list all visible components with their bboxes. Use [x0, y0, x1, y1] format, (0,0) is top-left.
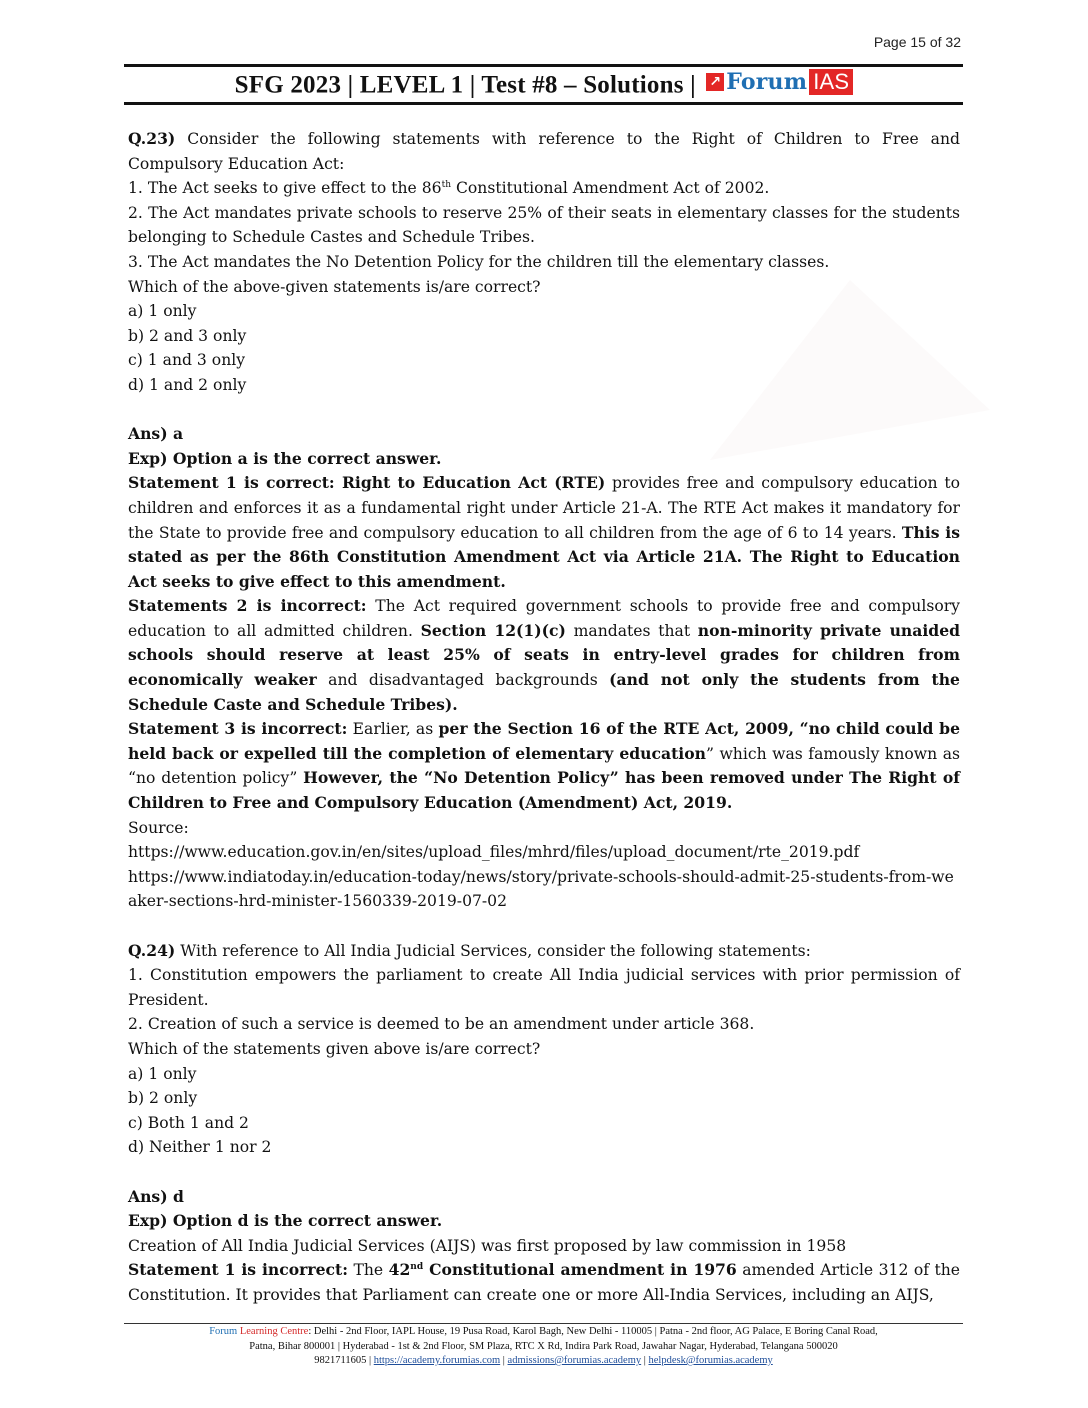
page-header	[0, 70, 1088, 99]
q23-prompt: Which of the above-given statements is/are correct?	[128, 277, 541, 296]
q23-explanation-statement-2: Statements 2 is incorrect: The Act required government schools to provide free and compulsory education to all admitted children. Section 12(1)(c) mandates that non-minority private unaided schools should reserve at least 25% of seats in entry-level grades for children from economically weaker and disadvantaged backgrounds (and not only the students from the Schedule Caste and Schedule Tribes).	[128, 596, 961, 714]
arrow-up-right-icon: ↗	[706, 73, 724, 91]
q23-statement-1: 1. The Act seeks to give effect to the 86th Constitutional Amendment Act of 2002.	[128, 179, 770, 198]
logo-forum-text: Forum	[726, 69, 808, 96]
q23-explanation-statement-3: Statement 3 is incorrect: Earlier, as per the Section 16 of the RTE Act, 2009, “no child could be held back or expelled till the completion of elementary education” which was famously known as “no detention policy” However, the “No Detention Policy” has been removed under The Right of Children to Free and Compulsory Education (Amendment) Act, 2019.	[128, 719, 961, 813]
footer-line-1: Forum Learning Centre: Delhi - 2nd Floor, IAPL House, 19 Pusa Road, Karol Bagh, New Delhi - 110005 | Patna - 2nd floor, AG Palace, E Boring Canal Road,	[209, 1326, 878, 1337]
footer-phone: 9821711605	[314, 1355, 367, 1366]
q23-stem: Q.23) Consider the following statements with reference to the Right of Children to Free and Compulsory Education Act:	[128, 129, 960, 173]
footer-link-helpdesk[interactable]: helpdesk@forumias.academy	[648, 1355, 773, 1366]
header-title: SFG 2023 | LEVEL 1 | Test #8 – Solutions |	[234, 71, 696, 99]
q23-answer: Ans) a	[128, 424, 184, 444]
document-body	[128, 127, 960, 1308]
q23-option-a: a) 1 only	[128, 302, 197, 321]
footer-rule	[124, 1323, 963, 1324]
q24-label: Q.24)	[128, 940, 176, 960]
q23-source-label: Source:	[128, 818, 189, 837]
q23-statement-2: 2. The Act mandates private schools to reserve 25% of their seats in elementary classes for the students belonging to Schedule Castes and Schedule Tribes.	[128, 203, 960, 247]
spacer	[128, 1160, 960, 1185]
q24-statement-1: 1. Constitution empowers the parliament to create All India judicial services with prior permission of President.	[128, 966, 960, 1009]
q23-label: Q.23)	[128, 129, 176, 148]
footer-link-website[interactable]: https://academy.forumias.com	[373, 1355, 501, 1366]
page-indicator: Page 15 of 32	[873, 34, 961, 50]
q23-source-link-1[interactable]: https://www.education.gov.in/en/sites/upload_files/mhrd/files/upload_document/rte_2019.pdf	[128, 843, 860, 862]
q24-option-d: d) Neither 1 nor 2	[128, 1138, 272, 1157]
header-bottom-rule	[124, 102, 963, 105]
footer-link-admissions[interactable]: admissions@forumias.academy	[507, 1355, 642, 1366]
q23-explanation-heading: Exp) Option a is the correct answer.	[128, 448, 442, 468]
spacer	[128, 914, 960, 939]
spacer	[128, 398, 960, 423]
footer-line-3: 9821711605 | https://academy.forumias.com | admissions@forumias.academy | helpdesk@forumias.academy	[314, 1355, 773, 1366]
q23-option-d: d) 1 and 2 only	[128, 375, 247, 394]
header-top-rule	[124, 64, 963, 67]
q24-option-c: c) Both 1 and 2	[128, 1113, 249, 1132]
q23-source-link-2[interactable]: https://www.indiatoday.in/education-today/news/story/private-schools-should-admit-25-students-from-weaker-sections-hrd-minister-1560339-2019-07-02	[128, 867, 954, 911]
logo-ias-text: IAS	[809, 69, 853, 95]
q23-statement-3: 3. The Act mandates the No Detention Policy for the children till the elementary classes.	[128, 252, 830, 271]
q24-explanation-heading: Exp) Option d is the correct answer.	[128, 1211, 443, 1231]
q24-prompt: Which of the statements given above is/are correct?	[128, 1039, 541, 1058]
q24-explanation-intro: Creation of All India Judicial Services (AIJS) was first proposed by law commission in 1958	[128, 1236, 847, 1255]
page-footer	[124, 1325, 963, 1369]
forumias-logo	[706, 69, 853, 95]
q24-answer: Ans) d	[128, 1186, 184, 1206]
q24-option-b: b) 2 only	[128, 1089, 198, 1108]
q23-option-b: b) 2 and 3 only	[128, 326, 247, 345]
q23-option-c: c) 1 and 3 only	[128, 351, 246, 370]
q23-explanation-statement-1: Statement 1 is correct: Right to Education Act (RTE) provides free and compulsory education to children and enforces it as a fundamental right under Article 21-A. The RTE Act makes it mandatory for the State to provide free and compulsory education to all children from the age of 6 to 14 years. This is stated as per the 86th Constitution Amendment Act via Article 21A. The Right to Education Act seeks to give effect to this amendment.	[128, 473, 960, 591]
q24-explanation-statement-1: Statement 1 is incorrect: The 42nd Constitutional amendment in 1976 amended Article 312 of the Constitution. It provides that Parliament can create one or more All-India Services, including an AIJS,	[128, 1260, 961, 1304]
q24-option-a: a) 1 only	[128, 1064, 197, 1083]
q24-stem: Q.24) With reference to All India Judicial Services, consider the following statements:	[128, 940, 811, 960]
footer-line-2: Patna, Bihar 800001 | Hyderabad - 1st & 2nd Floor, SM Plaza, RTC X Rd, Indira Park Road, Jawahar Nagar, Hyderabad, Telangana 500020	[249, 1340, 838, 1352]
q24-statement-2: 2. Creation of such a service is deemed to be an amendment under article 368.	[128, 1015, 755, 1034]
